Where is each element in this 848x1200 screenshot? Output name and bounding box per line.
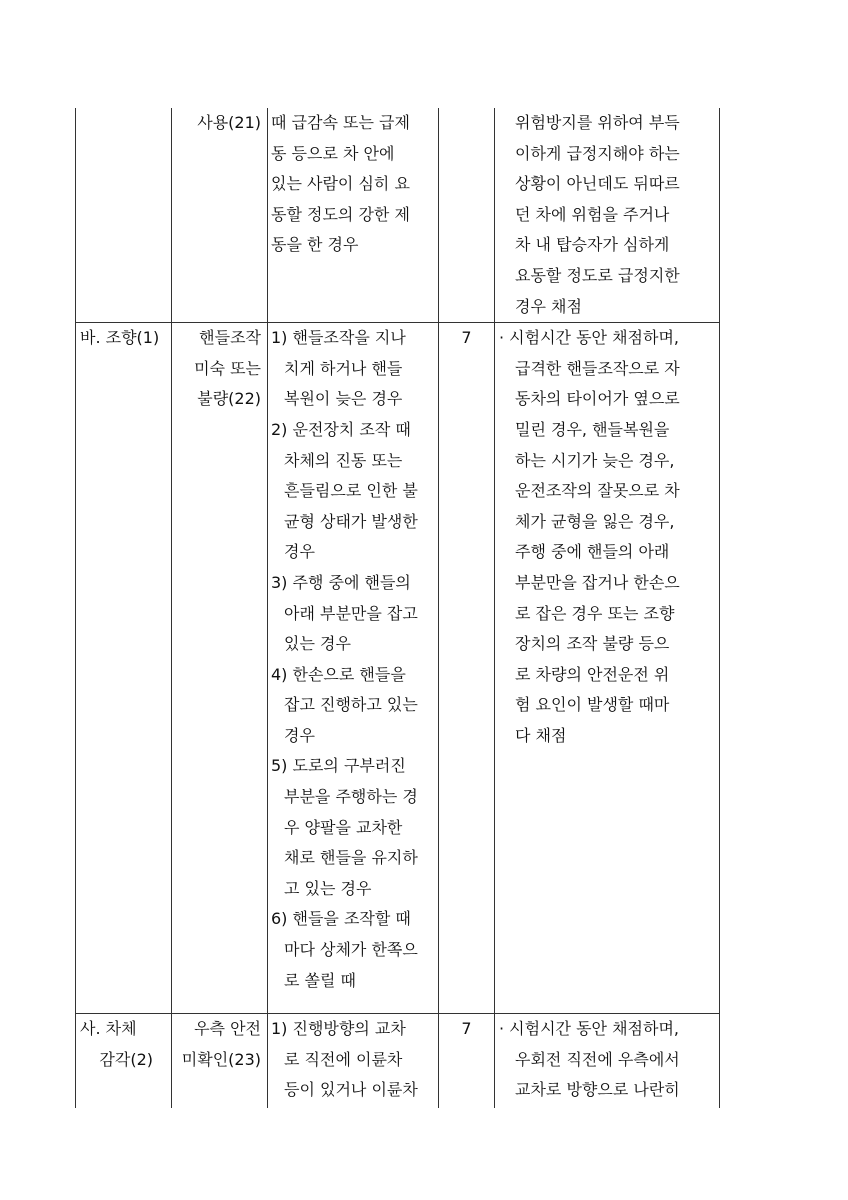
- notes-line: 하는 시기가 늦은 경우,: [515, 450, 675, 470]
- points-cell: [439, 1014, 495, 1109]
- criteria-line: 2) 운전장치 조작 때: [271, 419, 411, 439]
- criteria-line: 경우: [284, 542, 315, 562]
- item-line: 핸들조작: [199, 328, 261, 348]
- item-cell: [172, 323, 268, 1014]
- notes-line: 장치의 조작 불량 등으: [515, 634, 670, 654]
- points-value: [439, 108, 494, 139]
- notes-cell: [495, 108, 720, 323]
- criteria-line: 치게 하거나 핸들: [284, 358, 403, 378]
- category-line: 감각(2): [99, 1049, 153, 1069]
- item-line: 우측 안전: [194, 1019, 261, 1039]
- criteria-line: 복원이 늦은 경우: [284, 389, 403, 409]
- notes-cell: [495, 323, 720, 1014]
- criteria-line: 5) 도로의 구부러진: [271, 756, 406, 776]
- notes-line: 부분만을 잡거나 한손으: [515, 572, 680, 592]
- notes-line: 차 내 탑승자가 심하게: [515, 235, 670, 255]
- category-line: 사. 차체: [80, 1019, 137, 1039]
- criteria-line: 로 직전에 이륜차: [284, 1049, 403, 1069]
- item-cell: [172, 108, 268, 323]
- criteria-line: 고 있는 경우: [284, 878, 372, 898]
- item-line: 미확인(23): [181, 1049, 261, 1069]
- notes-line: 급격한 핸들조작으로 자: [515, 358, 680, 378]
- criteria-line: 4) 한손으로 핸들을: [271, 664, 406, 684]
- notes-line: 로 차량의 안전운전 위: [515, 664, 670, 684]
- criteria-line: 채로 핸들을 유지하: [284, 848, 418, 868]
- notes-line: 동차의 타이어가 옆으로: [515, 389, 680, 409]
- criteria-line: 때 급감속 또는 급제: [271, 113, 410, 132]
- criteria-line: 1) 핸들조작을 지나: [271, 328, 406, 348]
- notes-line: 위험방지를 위하여 부득: [515, 113, 680, 132]
- notes-line: 이하게 급정지해야 하는: [515, 143, 680, 163]
- category-cell: [76, 323, 172, 1014]
- criteria-line: 경우: [284, 725, 315, 745]
- notes-line: 험 요인이 발생할 때마: [515, 695, 670, 715]
- points-cell: [439, 323, 495, 1014]
- criteria-line: 우 양팔을 교차한: [284, 817, 403, 837]
- notes-line: 밀린 경우, 핸들복원을: [515, 419, 670, 439]
- notes-line: 우회전 직전에 우측에서: [515, 1049, 680, 1069]
- table-row: [76, 1014, 720, 1109]
- criteria-line: 있는 경우: [284, 634, 351, 654]
- notes-line: 요동할 정도로 급정지한: [515, 265, 680, 285]
- criteria-line: 1) 진행방향의 교차: [271, 1019, 406, 1039]
- criteria-line: 마다 상체가 한쪽으: [284, 940, 418, 960]
- criteria-cell: [268, 1014, 439, 1109]
- notes-line: 교차로 방향으로 나란히: [515, 1080, 680, 1100]
- notes-line: 다 채점: [515, 725, 567, 745]
- item-line: 사용(21): [197, 113, 261, 132]
- notes-cell: [495, 1014, 720, 1109]
- criteria-line: 부분을 주행하는 경: [284, 787, 418, 807]
- criteria-line: 동 등으로 차 안에: [271, 143, 395, 163]
- criteria-line: 균형 상태가 발생한: [284, 511, 418, 531]
- points-cell: [439, 108, 495, 323]
- criteria-line: 동을 한 경우: [271, 235, 359, 255]
- points-value: 7: [461, 328, 472, 348]
- criteria-line: 로 쏠릴 때: [284, 970, 356, 990]
- table-row: [76, 323, 720, 1014]
- criteria-line: 아래 부분만을 잡고: [284, 603, 418, 623]
- points-value: 7: [461, 1019, 472, 1039]
- criteria-line: 동할 정도의 강한 제: [271, 204, 410, 224]
- criteria-line: 6) 핸들을 조작할 때: [271, 909, 411, 929]
- criteria-line: 차체의 진동 또는: [284, 450, 403, 470]
- category-line: 바. 조향(1): [80, 328, 160, 348]
- notes-line: · 시험시간 동안 채점하며,: [499, 328, 679, 348]
- notes-line: 경우 채점: [515, 296, 582, 316]
- notes-line: 주행 중에 핸들의 아래: [515, 542, 670, 562]
- criteria-line: 있는 사람이 심히 요: [271, 174, 410, 194]
- category-cell: [76, 108, 172, 323]
- notes-line: 체가 균형을 잃은 경우,: [515, 511, 675, 531]
- item-line: 불량(22): [197, 389, 261, 409]
- scoring-table: [75, 108, 720, 1108]
- notes-line: 상황이 아닌데도 뒤따르: [515, 174, 680, 194]
- notes-line: 던 차에 위험을 주거나: [515, 204, 670, 224]
- criteria-cell: [268, 323, 439, 1014]
- criteria-cell: [268, 108, 439, 323]
- notes-line: 운전조작의 잘못으로 차: [515, 481, 680, 501]
- category-cell: [76, 1014, 172, 1109]
- criteria-line: 등이 있거나 이륜차: [284, 1080, 418, 1100]
- table-row: [76, 108, 720, 323]
- item-line: 미숙 또는: [194, 358, 261, 378]
- item-cell: [172, 1014, 268, 1109]
- notes-line: · 시험시간 동안 채점하며,: [499, 1019, 679, 1039]
- criteria-line: 흔들림으로 인한 불: [284, 481, 418, 501]
- notes-line: 로 잡은 경우 또는 조향: [515, 603, 675, 623]
- criteria-line: 3) 주행 중에 핸들의: [271, 572, 411, 592]
- criteria-line: 잡고 진행하고 있는: [284, 695, 418, 715]
